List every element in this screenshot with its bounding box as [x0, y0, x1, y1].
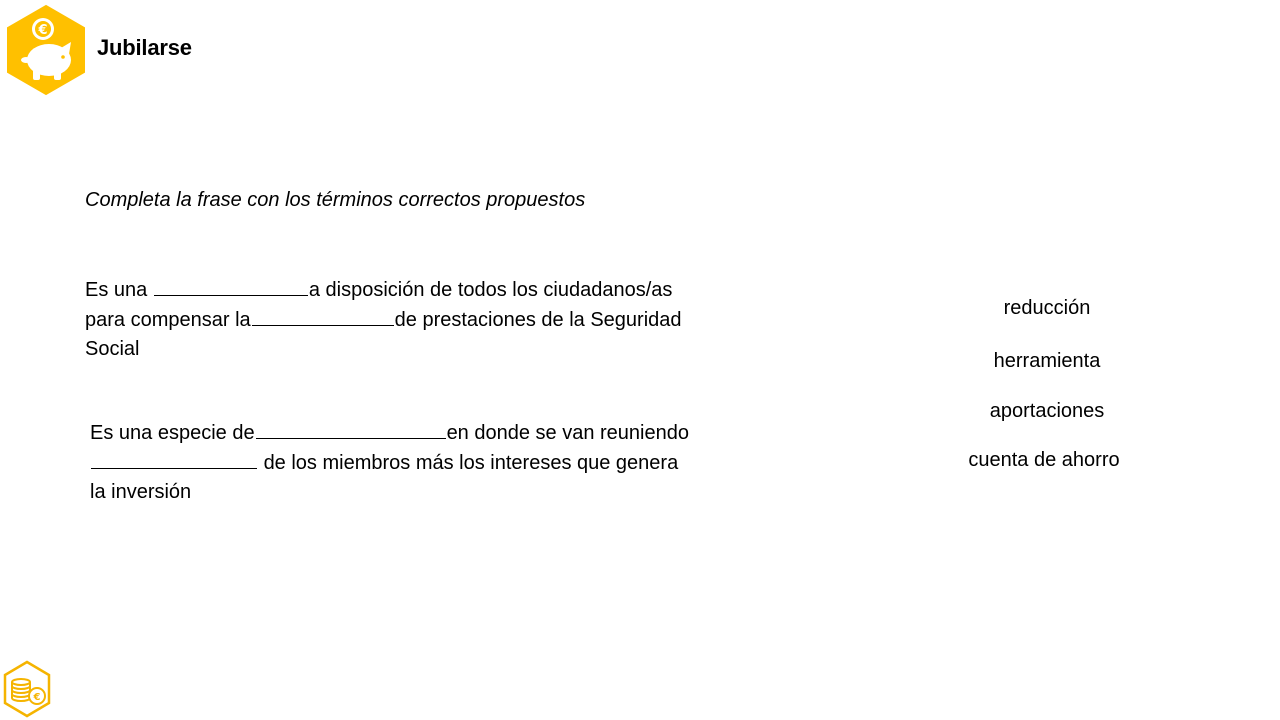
- blank-4[interactable]: [91, 448, 257, 469]
- sentence-1-text: de prestaciones de la Seguridad: [394, 309, 682, 331]
- blank-3[interactable]: [256, 418, 446, 439]
- svg-text:€: €: [38, 23, 48, 38]
- blank-2[interactable]: [252, 305, 394, 326]
- word-option-aportaciones[interactable]: aportaciones: [989, 400, 1105, 422]
- word-option-reduccion[interactable]: reducción: [1003, 297, 1091, 319]
- sentence-1-text: Es una: [85, 279, 148, 301]
- sentence-2-text: Es una especie de: [90, 422, 255, 444]
- blank-1[interactable]: [154, 275, 308, 296]
- word-option-cuenta-de-ahorro[interactable]: cuenta de ahorro: [968, 449, 1120, 471]
- sentence-1-text: para compensar la: [85, 309, 251, 331]
- sentence-2: [90, 418, 689, 507]
- svg-text:€: €: [33, 692, 41, 703]
- word-option-herramienta[interactable]: herramienta: [993, 350, 1101, 372]
- coins-euro-icon: [2, 660, 52, 718]
- sentence-1-text: a disposición de todos los ciudadanos/as: [308, 279, 673, 301]
- piggy-bank-euro-icon: [5, 4, 87, 96]
- instruction-text: Completa la frase con los términos correctos propuestos: [85, 189, 586, 211]
- page-title: Jubilarse: [97, 35, 192, 60]
- sentence-2-text: la inversión: [90, 481, 192, 503]
- sentence-2-text: de los miembros más los intereses que genera: [263, 452, 679, 474]
- sentence-1: [85, 275, 682, 364]
- sentence-1-text: Social: [85, 338, 140, 360]
- sentence-2-text: en donde se van reuniendo: [446, 422, 689, 444]
